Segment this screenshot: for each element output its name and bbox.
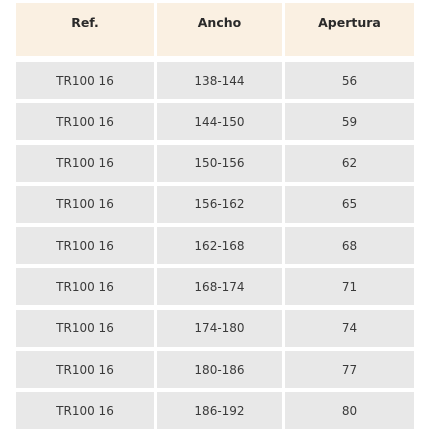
- cell-ancho: 150-156: [157, 145, 282, 182]
- cell-ancho: 168-174: [157, 268, 282, 305]
- table-row: [16, 392, 414, 429]
- cell-apertura: 68: [285, 227, 414, 264]
- cell-ancho: 162-168: [157, 227, 282, 264]
- cell-ref: TR100 16: [16, 103, 154, 140]
- cell-ref: TR100 16: [16, 268, 154, 305]
- table-row: [16, 145, 414, 182]
- cell-apertura: 80: [285, 392, 414, 429]
- header-apertura: Apertura: [285, 3, 414, 56]
- cell-ref: TR100 16: [16, 227, 154, 264]
- cell-ref: TR100 16: [16, 145, 154, 182]
- cell-ancho: 144-150: [157, 103, 282, 140]
- cell-apertura: 74: [285, 310, 414, 347]
- header-ref: Ref.: [16, 3, 154, 56]
- cell-ref: TR100 16: [16, 186, 154, 223]
- cell-apertura: 71: [285, 268, 414, 305]
- cell-ancho: 174-180: [157, 310, 282, 347]
- table-row: [16, 351, 414, 388]
- table-row: [16, 227, 414, 264]
- cell-apertura: 77: [285, 351, 414, 388]
- cell-apertura: 56: [285, 62, 414, 99]
- spec-table: [16, 3, 414, 434]
- table-row: [16, 62, 414, 99]
- table-header: [16, 3, 414, 56]
- cell-apertura: 65: [285, 186, 414, 223]
- cell-ref: TR100 16: [16, 62, 154, 99]
- cell-ref: TR100 16: [16, 351, 154, 388]
- header-ancho: Ancho: [157, 3, 282, 56]
- table-row: [16, 268, 414, 305]
- cell-ancho: 156-162: [157, 186, 282, 223]
- cell-ref: TR100 16: [16, 310, 154, 347]
- cell-apertura: 62: [285, 145, 414, 182]
- cell-ancho: 180-186: [157, 351, 282, 388]
- table-row: [16, 103, 414, 140]
- cell-ancho: 138-144: [157, 62, 282, 99]
- cell-ref: TR100 16: [16, 392, 154, 429]
- cell-ancho: 186-192: [157, 392, 282, 429]
- cell-apertura: 59: [285, 103, 414, 140]
- table-row: [16, 186, 414, 223]
- table-row: [16, 310, 414, 347]
